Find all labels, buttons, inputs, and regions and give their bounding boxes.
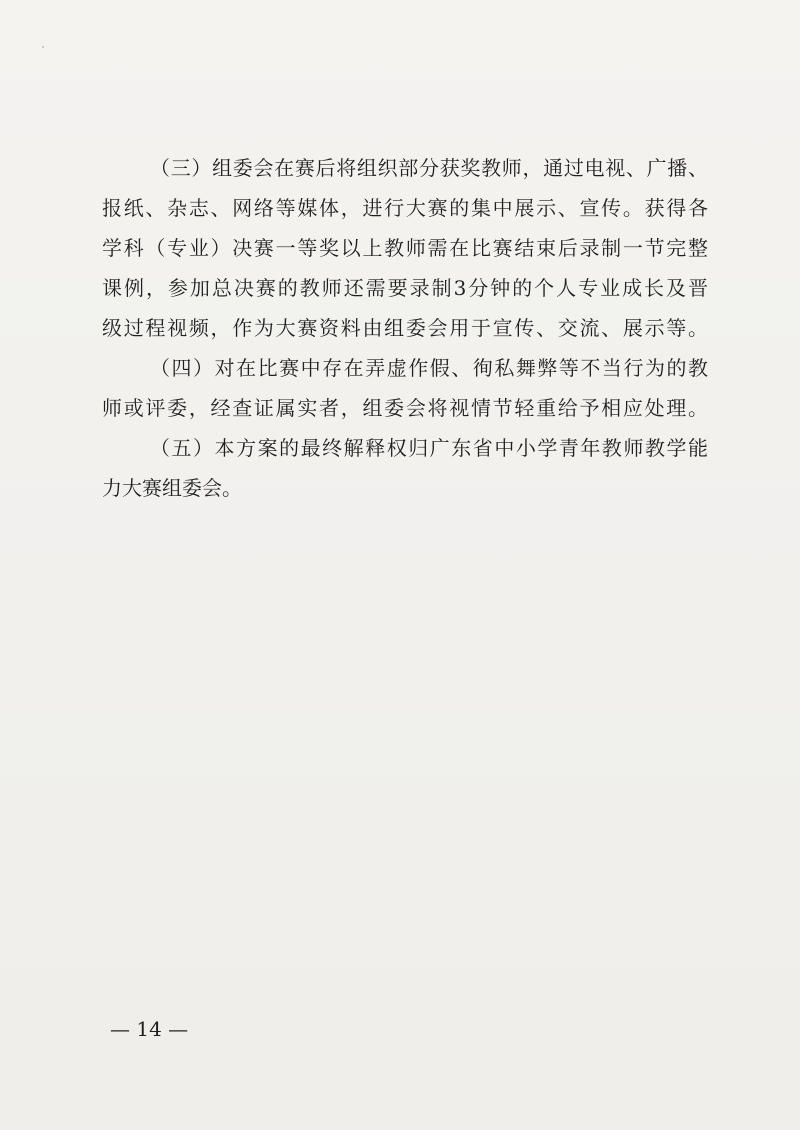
paragraph-line-5 xyxy=(102,308,708,348)
document-body xyxy=(102,148,708,508)
line-text: （五）本方案的最终解释权归广东省中小学青年教师教学能 xyxy=(150,436,708,460)
line-text: 师或评委，经查证属实者，组委会将视情节轻重给予相应处理。 xyxy=(102,396,708,420)
page-number: — 14 — xyxy=(110,1017,189,1041)
paragraph-line-7 xyxy=(102,388,708,428)
paragraph-line-1 xyxy=(102,148,708,188)
paragraph-line-3 xyxy=(102,228,708,268)
line-text: （四）对在比赛中存在弄虚作假、徇私舞弊等不当行为的教 xyxy=(150,356,708,380)
paragraph-line-9 xyxy=(102,468,708,508)
line-text: 级过程视频，作为大赛资料由组委会用于宣传、交流、展示等。 xyxy=(102,316,708,340)
line-text: 力大赛组委会。 xyxy=(102,476,242,500)
line-text: 课例，参加总决赛的教师还需要录制3分钟的个人专业成长及晋 xyxy=(102,276,708,300)
scan-mark xyxy=(42,46,44,48)
line-text: 学科（专业）决赛一等奖以上教师需在比赛结束后录制一节完整 xyxy=(102,236,708,260)
paragraph-line-6 xyxy=(102,348,708,388)
paragraph-line-8 xyxy=(102,428,708,468)
line-text: 报纸、杂志、网络等媒体，进行大赛的集中展示、宣传。获得各 xyxy=(102,196,708,220)
paragraph-line-4 xyxy=(102,268,708,308)
paragraph-line-2 xyxy=(102,188,708,228)
line-text: （三）组委会在赛后将组织部分获奖教师，通过电视、广播、 xyxy=(150,156,708,180)
